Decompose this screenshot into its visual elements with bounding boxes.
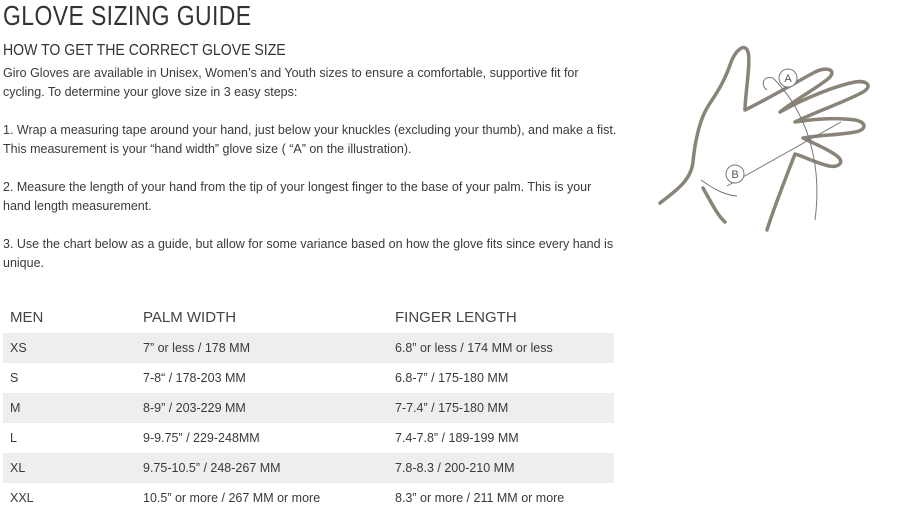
- table-row: [3, 333, 614, 363]
- label-a: A: [784, 73, 792, 85]
- header-finger-length: FINGER LENGTH: [395, 309, 517, 326]
- table-row: [3, 453, 614, 483]
- finger-length-cell: 6.8-7” / 175-180 MM: [395, 371, 509, 385]
- palm-width-cell: 10.5” or more / 267 MM or more: [143, 491, 321, 505]
- table-row: [3, 423, 614, 453]
- finger-length-cell: 7-7.4” / 175-180 MM: [395, 401, 509, 415]
- intro-paragraph: Giro Gloves are available in Unisex, Women’s and Youth sizes to ensure a comfortable, supportive fit for cycling. To determine your glove size in 3 easy steps:: [3, 66, 579, 99]
- finger-length-cell: 6.8” or less / 174 MM or less: [395, 341, 553, 355]
- step-1-paragraph: 1. Wrap a measuring tape around your hand, just below your knuckles (excluding your thumb), and make a fist. This measurement is your “hand width” glove size ( “A” on the illustration).: [3, 123, 617, 156]
- wrist-line: [703, 188, 725, 222]
- measure-a-hook: [763, 77, 773, 90]
- palm-width-cell: 9-9.75” / 229-248MM: [143, 431, 260, 445]
- size-cell: M: [10, 401, 21, 415]
- finger-length-cell: 8.3” or more / 211 MM or more: [395, 491, 565, 505]
- hand-outline: [660, 48, 868, 230]
- palm-width-cell: 9.75-10.5” / 248-267 MM: [143, 461, 281, 475]
- finger-length-cell: 7.8-8.3 / 200-210 MM: [395, 461, 515, 475]
- hand-measurement-icon: [655, 40, 905, 240]
- table-header-row: [3, 305, 614, 333]
- size-chart-table: [3, 305, 614, 513]
- size-cell: L: [10, 431, 17, 445]
- size-cell: S: [10, 371, 19, 385]
- finger-length-cell: 7.4-7.8” / 189-199 MM: [395, 431, 519, 445]
- size-cell: XL: [10, 461, 26, 475]
- step-2-paragraph: 2. Measure the length of your hand from the tip of your longest finger to the base of your palm. This is your hand length measurement.: [3, 180, 592, 213]
- table-row: [3, 483, 614, 513]
- header-men: MEN: [10, 309, 44, 326]
- table-row: [3, 393, 614, 423]
- size-cell: XXL: [10, 491, 34, 505]
- page-title: GLOVE SIZING GUIDE: [3, 0, 252, 31]
- header-palm-width: PALM WIDTH: [143, 309, 237, 326]
- palm-width-cell: 8-9” / 203-229 MM: [143, 401, 246, 415]
- label-b: B: [731, 169, 739, 181]
- size-cell: XS: [10, 341, 27, 355]
- section-heading: HOW TO GET THE CORRECT GLOVE SIZE: [3, 42, 286, 59]
- step-3-paragraph: 3. Use the chart below as a guide, but allow for some variance based on how the glove fits since every hand is unique.: [3, 237, 614, 270]
- palm-width-cell: 7” or less / 178 MM: [143, 341, 250, 355]
- table-row: [3, 363, 614, 393]
- palm-width-cell: 7-8“ / 178-203 MM: [143, 371, 246, 385]
